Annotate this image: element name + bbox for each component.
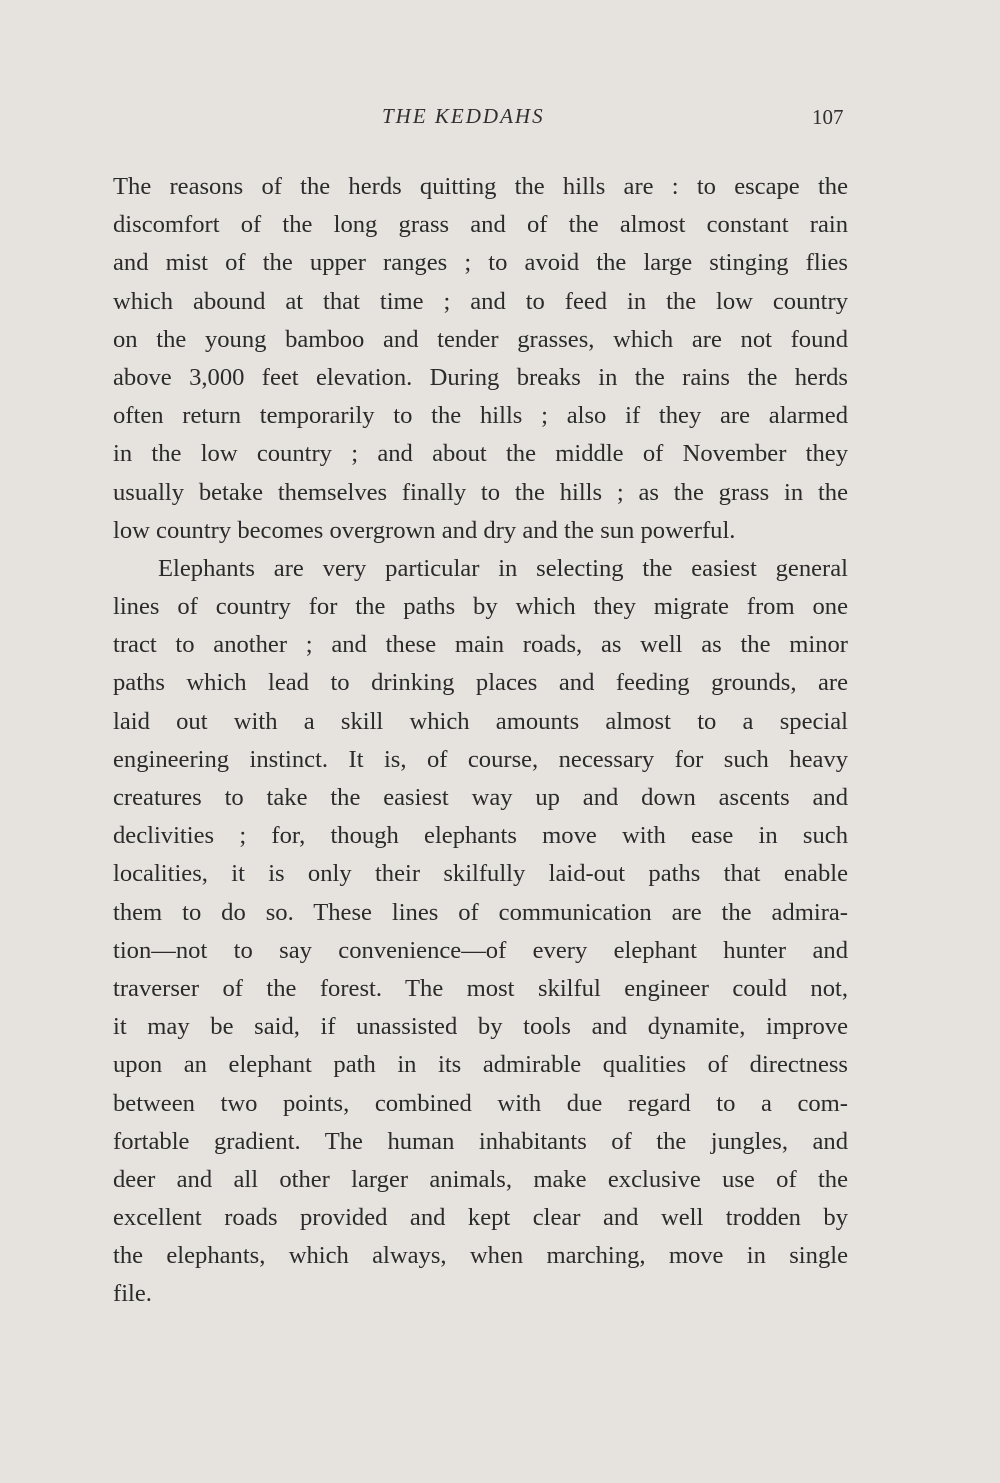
text-line: on the young bamboo and tender grasses, which are not found (113, 325, 848, 353)
page-number: 107 (812, 105, 844, 129)
body-text (113, 168, 848, 1314)
text-line: excellent roads provided and kept clear and well trodden by (113, 1204, 848, 1232)
text-line: lines of country for the paths by which they migrate from one (113, 593, 848, 621)
running-head-title: THE KEDDAHS (382, 104, 545, 128)
text-line: upon an elephant path in its admirable qualities of directness (113, 1051, 848, 1079)
text-line: laid out with a skill which amounts almost to a special (113, 707, 848, 735)
text-line: localities, it is only their skilfully laid-out paths that enable (113, 860, 848, 888)
text-line: usually betake themselves finally to the hills ; as the grass in the (113, 478, 848, 506)
text-line: creatures to take the easiest way up and down ascents and (113, 784, 848, 811)
text-line: between two points, combined with due regard to a com- (113, 1089, 848, 1117)
text-line: tion—not to say convenience—of every elephant hunter and (113, 936, 848, 964)
text-line: deer and all other larger animals, make exclusive use of the (113, 1165, 848, 1193)
text-line: and mist of the upper ranges ; to avoid the large stinging flies (113, 249, 848, 277)
text-line: paths which lead to drinking places and feeding grounds, are (113, 669, 848, 697)
text-line: fortable gradient. The human inhabitants of the jungles, and (113, 1127, 848, 1155)
text-line: declivities ; for, though elephants move with ease in such (113, 822, 848, 850)
text-line: which abound at that time ; and to feed in the low country (113, 287, 848, 315)
text-line: in the low country ; and about the middle of November they (113, 440, 848, 468)
text-line: above 3,000 feet elevation. During breaks in the rains the herds (113, 363, 848, 391)
text-line: often return temporarily to the hills ; also if they are alarmed (113, 402, 848, 430)
text-line: them to do so. These lines of communication are the admira- (113, 898, 848, 926)
text-line: the elephants, which always, when marching, move in single (113, 1242, 848, 1270)
text-line: traverser of the forest. The most skilful engineer could not, (113, 974, 848, 1002)
text-line: file. (113, 1280, 152, 1308)
text-line: it may be said, if unassisted by tools and dynamite, improve (113, 1013, 848, 1041)
text-line: engineering instinct. It is, of course, necessary for such heavy (113, 745, 848, 773)
text-line: low country becomes overgrown and dry and the sun powerful. (113, 516, 736, 544)
text-line: tract to another ; and these main roads, as well as the minor (113, 631, 848, 659)
text-line: discomfort of the long grass and of the almost constant rain (113, 211, 848, 239)
text-line: The reasons of the herds quitting the hills are : to escape the (113, 173, 848, 200)
text-line: Elephants are very particular in selecting the easiest general (158, 554, 848, 582)
running-head (0, 104, 1000, 134)
